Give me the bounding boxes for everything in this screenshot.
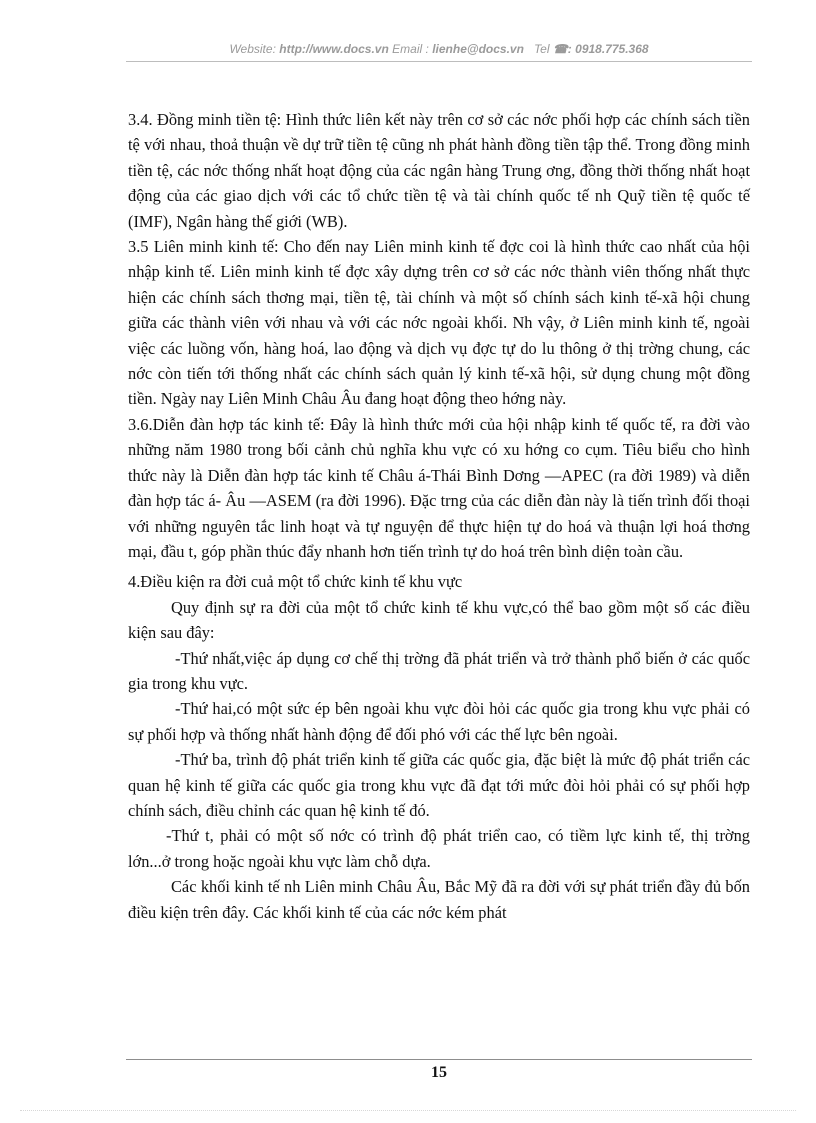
list-item-fourth: -Thứ t, phải có một số nớc có trình độ phát triển cao, có tiềm lực kinh tế, thị trờng lớn...ở trong hoặc ngoài khu vực làm chỗ dựa. [128, 826, 750, 871]
tel-number: 0918.775.368 [575, 42, 649, 56]
list-item-first: -Thứ nhất,việc áp dụng cơ chế thị trờng đã phát triển và trở thành phổ biến ở các quốc gia trong khu vực. [128, 648, 750, 693]
paragraph-monetary-alliance: 3.4. Đồng minh tiền tệ: Hình thức liên kết này trên cơ sở các nớc phối hợp các chính sách tiền tệ với nhau, thoả thuận về dự trữ tiền tệ cũng nh phát hành đồng tiền tập thể. Trong đồng minh tiền tệ, các nớc thống nhất hoạt động của các ngân hàng Trung ơng, đồng thời thống nhất hoạt động của các giao dịch với các tổ chức tiền tệ và tài chính quốc tế nh Quỹ tiền tệ quốc tế (IMF), Ngân hàng thế giới (WB). [128, 110, 750, 231]
phone-icon: ☎: [552, 42, 572, 56]
page-header [126, 42, 752, 56]
page-number: 15 [431, 1064, 447, 1081]
email-link[interactable]: lienhe@docs.vn [432, 42, 524, 56]
email-label: Email : [392, 42, 429, 56]
footer-divider [126, 1059, 752, 1060]
page-bottom-border [20, 1110, 796, 1111]
tel-label: Tel [533, 42, 550, 56]
paragraph-conditions-intro: Quy định sự ra đời của một tổ chức kinh tế khu vực,có thể bao gồm một số các điều kiện sau đây: [128, 597, 750, 643]
website-link[interactable]: http://www.docs.vn [279, 42, 389, 56]
header-divider [126, 61, 752, 62]
list-item-third: -Thứ ba, trình độ phát triển kinh tế giữa các quốc gia, đặc biệt là mức độ phát triển các quan hệ kinh tế giữa các quốc gia trong khu vực đã đạt tới mức đòi hỏi phải có sự phối hợp chính sách, điều chỉnh các quan hệ kinh tế đó. [128, 750, 750, 820]
paragraph-conclusion: Các khối kinh tế nh Liên minh Châu Âu, Bắc Mỹ đã ra đời với sự phát triển đầy đủ bốn điều kiện trên đây. Các khối kinh tế của các nớc kém phát [128, 877, 750, 922]
paragraph-economic-forum: 3.6.Diễn đàn hợp tác kinh tế: Đây là hình thức mới của hội nhập kinh tế quốc tế, ra đời vào những năm 1980 trong bối cảnh chủ nghĩa khu vực có xu hớng co cụm. Tiêu biểu cho hình thức này là Diễn đàn hợp tác kinh tế Châu á-Thái Bình Dơng —APEC (ra đời 1989) và diễn đàn hợp tác á- Âu —ASEM (ra đời 1996). Đặc trng của các diễn đàn này là tiến trình đối thoại với những nguyên tắc linh hoạt và tự nguyện để thực hiện tự do hoá và thuận lợi hoá thơng mại, đầu t, góp phần thúc đẩy nhanh hơn tiến trình tự do hoá trên bình diện toàn cầu. [128, 414, 750, 561]
website-label: Website: [229, 42, 276, 56]
document-body [128, 107, 750, 925]
paragraph-economic-union: 3.5 Liên minh kinh tế: Cho đến nay Liên minh kinh tế đợc coi là hình thức cao nhất của hội nhập kinh tế. Liên minh kinh tế đợc xây dựng trên cơ sở các nớc thành viên thống nhất thực hiện các chính sách thơng mại, tiền tệ, tài chính và một số chính sách kinh tế-xã hội chung giữa các thành viên với nhau và với các nớc ngoài khối. Nh vậy, ở Liên minh kinh tế, ngoài việc các luồng vốn, hàng hoá, lao động và dịch vụ đợc tự do lu thông ở thị trờng chung, các nớc còn tiến tới thống nhất các chính sách quản lý kinh tế-xã hội, sử dụng chung một đồng tiền. Ngày nay Liên Minh Châu Âu đang hoạt động theo hớng này. [128, 237, 750, 409]
section-heading: 4.Điều kiện ra đời cuả một tổ chức kinh tế khu vực [128, 572, 463, 592]
list-item-second: -Thứ hai,có một sức ép bên ngoài khu vực đòi hỏi các quốc gia trong khu vực phải có sự phối hợp và thống nhất hành động để đối phó với các thế lực bên ngoài. [128, 699, 750, 744]
